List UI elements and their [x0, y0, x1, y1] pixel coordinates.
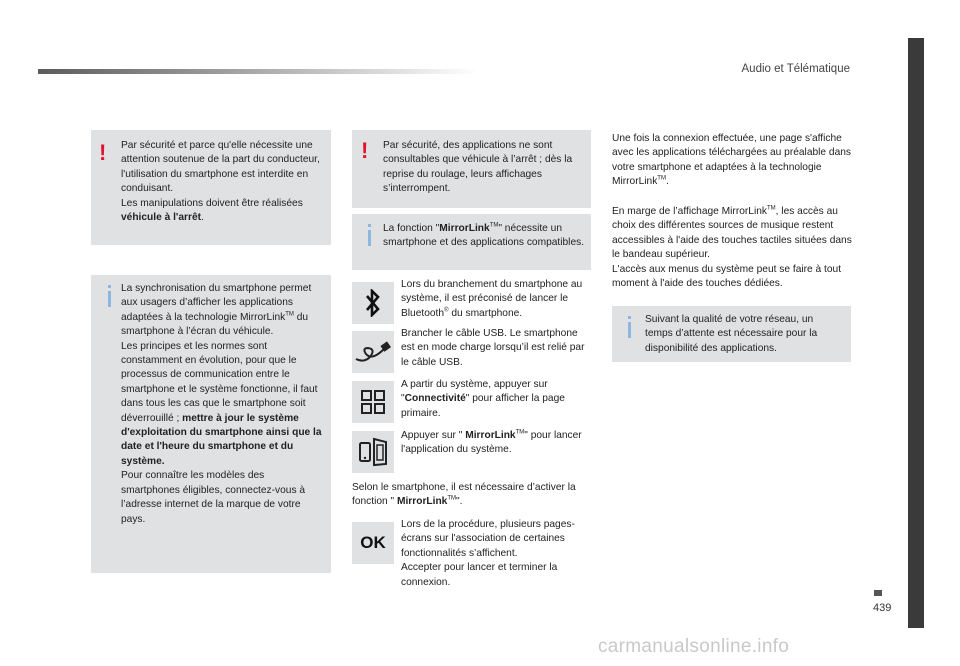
- header-bar: [38, 69, 478, 74]
- page-marker: [874, 590, 882, 596]
- activation-note: Selon le smartphone, il est nécessaire d’activer la fonction " MirrorLink™".: [352, 482, 576, 508]
- info-icon: [108, 291, 111, 307]
- warning-text: Par sécurité et parce qu'elle nécessite une attention soutenue de la part du conducteur, l'utilisation du smartphone est interdite en conduisant. Les manipulations doivent être réalisées véhicule à l'arrêt.: [121, 140, 320, 224]
- usb-cable-icon: [352, 331, 394, 373]
- warning-box-applications: [352, 130, 591, 208]
- info-text: La fonction "MirrorLink™" nécessite un smartphone et des applications compatibles.: [383, 222, 585, 249]
- info-icon: [368, 230, 371, 246]
- watermark: carmanualsonline.info: [598, 636, 790, 657]
- info-text: Suivant la qualité de votre réseau, un temps d’attente est nécessaire pour la disponibilité des applications.: [645, 314, 818, 354]
- grid-apps-icon: [352, 381, 394, 423]
- step-usb-text: Brancher le câble USB. Le smartphone est en mode charge lorsqu’il est relié par le câble USB.: [401, 328, 585, 368]
- step-bluetooth-text: Lors du branchement du smartphone au système, il est préconisé de lancer le Bluetooth® du smartphone.: [401, 279, 583, 319]
- info-icon: [628, 322, 631, 338]
- mirrorlink-phone-icon: [352, 431, 394, 473]
- warning-text: Par sécurité, des applications ne sont consultables que véhicule à l’arrêt ; dès la reprise du roulage, leurs affichages s’interrompent.: [383, 140, 573, 195]
- access-paragraph: En marge de l’affichage MirrorLink™, les accès au choix des différentes sources de musique restent accessibles à l'aide des touches tactiles situées dans le bandeau supérieur. L'accès aux menus du système peut se faire à tout moment à l'aide des touches dédiées.: [612, 205, 852, 290]
- warning-box-driving: [91, 130, 331, 245]
- step-mirrorlink-text: Appuyer sur " MirrorLink™" pour lancer l'application du système.: [401, 429, 582, 456]
- exclamation-icon: !: [361, 138, 369, 163]
- page-number: 439: [873, 602, 892, 614]
- info-box-synchronisation: [91, 275, 331, 573]
- section-title: Audio et Télématique: [741, 63, 850, 75]
- step-ok-text: Lors de la procédure, plusieurs pages-écrans sur l'association de certaines fonctionnalités s’affichent. Accepter pour lancer et terminer la connexion.: [401, 519, 575, 588]
- step-connectivity-text: A partir du système, appuyer sur "Connectivité" pour afficher la page primaire.: [401, 379, 565, 419]
- bluetooth-icon: [352, 282, 394, 324]
- side-tab-strip: [908, 38, 924, 628]
- info-box-mirrorlink: [352, 214, 591, 270]
- info-box-network: [612, 306, 851, 362]
- connection-paragraph: Une fois la connexion effectuée, une page s'affiche avec les applications téléchargées au préalable dans votre smartphone et adaptées à la technologie MirrorLink™.: [612, 133, 851, 188]
- exclamation-icon: !: [99, 140, 107, 165]
- ok-button-icon: OK: [352, 522, 394, 564]
- info-text: La synchronisation du smartphone permet aux usagers d’afficher les applications adaptées à la technologie MirrorLink™ du smartphone à l’écran du véhicule. Les principes et les normes sont constamment en évolution, pour que le processus de communication entre le smartphone et le système fonctionne, il faut dans tous les cas que le smartphone soit déverrouillé ; mettre à jour le système d'exploitation du smartphone ainsi que la date et l'heure du smartphone et du système. Pour connaître les modèles des smartphones éligibles, connectez-vous à l’adresse internet de la marque de votre pays.: [121, 283, 322, 525]
